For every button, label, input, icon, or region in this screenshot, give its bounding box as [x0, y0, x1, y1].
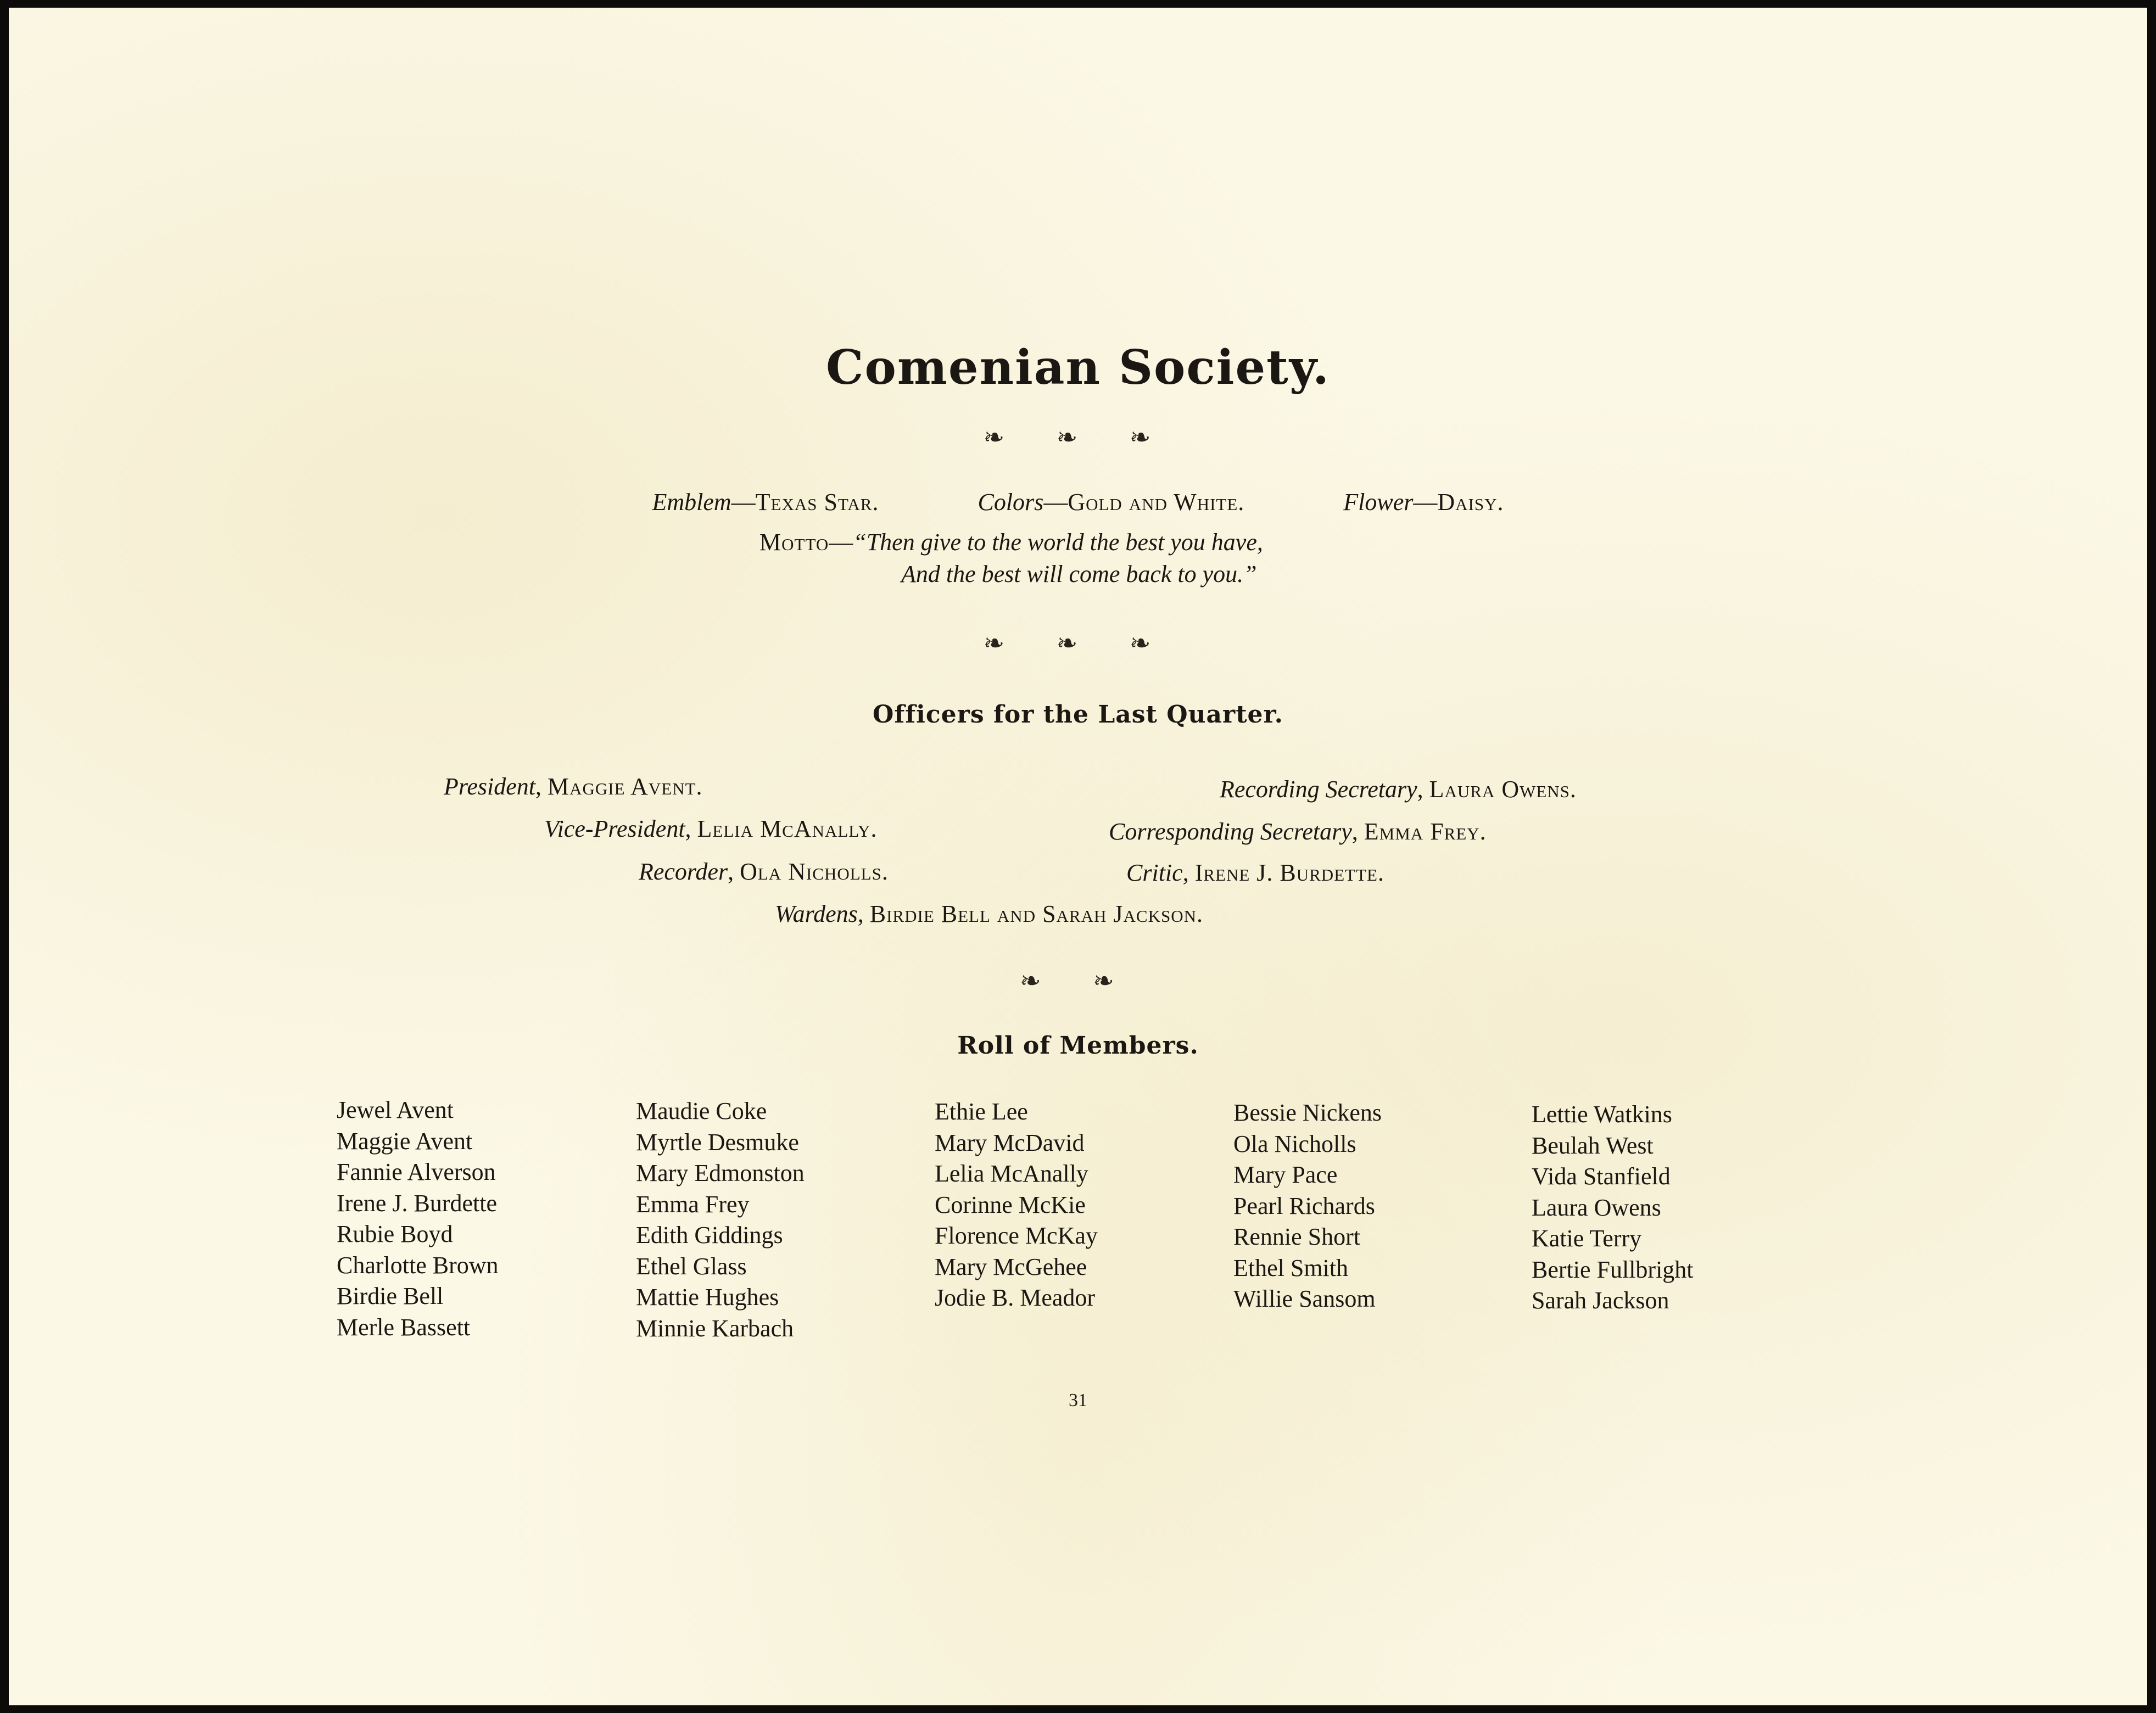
member-column-5 — [1532, 1099, 1694, 1317]
officer-name: Birdie Bell and Sarah Jackson. — [869, 900, 1203, 927]
member-name: Mary Pace — [1233, 1161, 1338, 1188]
member-name: Willie Sansom — [1233, 1285, 1376, 1312]
officer-role: Vice-President — [544, 815, 685, 842]
officer-name: Irene J. Burdette. — [1194, 859, 1384, 886]
member-name: Mattie Hughes — [636, 1284, 779, 1311]
member-column-4 — [1233, 1098, 1382, 1315]
officer-role: Critic — [1126, 859, 1183, 886]
member-name: Edith Giddings — [636, 1222, 783, 1249]
member-column-3 — [935, 1096, 1098, 1314]
member-name: Jodie B. Meador — [935, 1284, 1096, 1311]
ornament-divider: ❧ ❧ ❧ — [983, 422, 1173, 452]
document-page — [9, 8, 2147, 1705]
emblem-label: Emblem — [652, 489, 731, 516]
member-name: Vida Stanfield — [1532, 1163, 1671, 1190]
officer-name: Laura Owens. — [1429, 776, 1577, 803]
officer-role: Wardens — [775, 900, 858, 927]
member-name: Beulah West — [1532, 1132, 1654, 1159]
member-name: Sarah Jackson — [1532, 1287, 1669, 1314]
member-name: Myrtle Desmuke — [636, 1128, 799, 1156]
member-name: Bertie Fullbright — [1532, 1256, 1694, 1283]
colors-value: Gold and White. — [1068, 489, 1245, 516]
member-name: Merle Bassett — [337, 1313, 471, 1341]
ornament-divider: ❧ ❧ ❧ — [983, 628, 1173, 658]
member-name: Corinne McKie — [935, 1191, 1086, 1218]
member-name: Ethie Lee — [935, 1098, 1028, 1125]
member-name: Ola Nicholls — [1233, 1130, 1356, 1157]
member-name: Maudie Coke — [636, 1098, 767, 1124]
officer-role: Corresponding Secretary — [1109, 818, 1352, 845]
page-number: 31 — [1069, 1390, 1087, 1410]
member-name: Maggie Avent — [337, 1127, 473, 1155]
officer-recording-secretary: Recording Secretary, Laura Owens. — [1220, 776, 1577, 803]
society-attributes: Emblem—Texas Star. Colors—Gold and White. Flower—Daisy. — [652, 489, 1504, 516]
ornament-divider: ❧ ❧ — [1020, 966, 1136, 995]
motto-line-1: Motto—“Then give to the world the best you have, — [759, 529, 1263, 556]
officer-recorder: Recorder, Ola Nicholls. — [639, 858, 889, 885]
page-title: Comenian Society. — [826, 340, 1330, 395]
officer-president: President, Maggie Avent. — [444, 773, 703, 800]
member-name: Mary McDavid — [935, 1129, 1085, 1156]
member-name: Irene J. Burdette — [337, 1189, 497, 1217]
member-name: Rubie Boyd — [337, 1221, 453, 1247]
member-name: Charlotte Brown — [337, 1251, 499, 1279]
officers-heading: Officers for the Last Quarter. — [872, 701, 1283, 729]
officer-name: Ola Nicholls. — [740, 858, 889, 885]
emblem-value: Texas Star. — [755, 489, 879, 516]
member-name: Katie Terry — [1532, 1225, 1642, 1252]
officer-role: Recorder — [639, 858, 728, 885]
member-name: Ethel Glass — [636, 1252, 747, 1280]
member-name: Mary Edmonston — [636, 1160, 805, 1186]
officer-vice-president: Vice-President, Lelia McAnally. — [544, 815, 878, 842]
motto-text-1: “Then give to the world the best you have, — [853, 529, 1263, 556]
member-name: Birdie Bell — [337, 1283, 444, 1309]
motto-label: Motto — [759, 529, 829, 556]
member-name: Pearl Richards — [1233, 1192, 1375, 1219]
member-name: Minnie Karbach — [636, 1314, 794, 1342]
member-name: Mary McGehee — [935, 1253, 1087, 1280]
member-name: Lelia McAnally — [935, 1160, 1088, 1187]
member-name: Jewel Avent — [337, 1096, 454, 1123]
motto-line-2: And the best will come back to you.” — [901, 561, 1257, 587]
member-name: Rennie Short — [1233, 1223, 1360, 1250]
member-column-1 — [337, 1095, 499, 1343]
member-name: Lettie Watkins — [1532, 1101, 1672, 1128]
member-name: Fannie Alverson — [337, 1158, 496, 1185]
member-name: Bessie Nickens — [1233, 1099, 1382, 1126]
colors-label: Colors — [978, 489, 1044, 516]
member-name: Ethel Smith — [1233, 1254, 1348, 1281]
member-name: Emma Frey — [636, 1190, 750, 1218]
member-column-2 — [636, 1096, 805, 1344]
flower-label: Flower — [1343, 489, 1414, 516]
roll-heading: Roll of Members. — [957, 1032, 1199, 1060]
officer-wardens: Wardens, Birdie Bell and Sarah Jackson. — [775, 900, 1203, 927]
member-name: Laura Owens — [1532, 1194, 1661, 1221]
officer-corresponding-secretary: Corresponding Secretary, Emma Frey. — [1109, 818, 1487, 845]
member-name: Florence McKay — [935, 1222, 1098, 1249]
officer-role: Recording Secretary — [1220, 776, 1417, 803]
officer-name: Lelia McAnally. — [697, 815, 878, 842]
flower-value: Daisy. — [1437, 489, 1504, 516]
officer-name: Emma Frey. — [1364, 818, 1487, 845]
officer-critic: Critic, Irene J. Burdette. — [1126, 859, 1384, 886]
officer-role: President — [444, 773, 535, 800]
officer-name: Maggie Avent. — [548, 773, 703, 800]
